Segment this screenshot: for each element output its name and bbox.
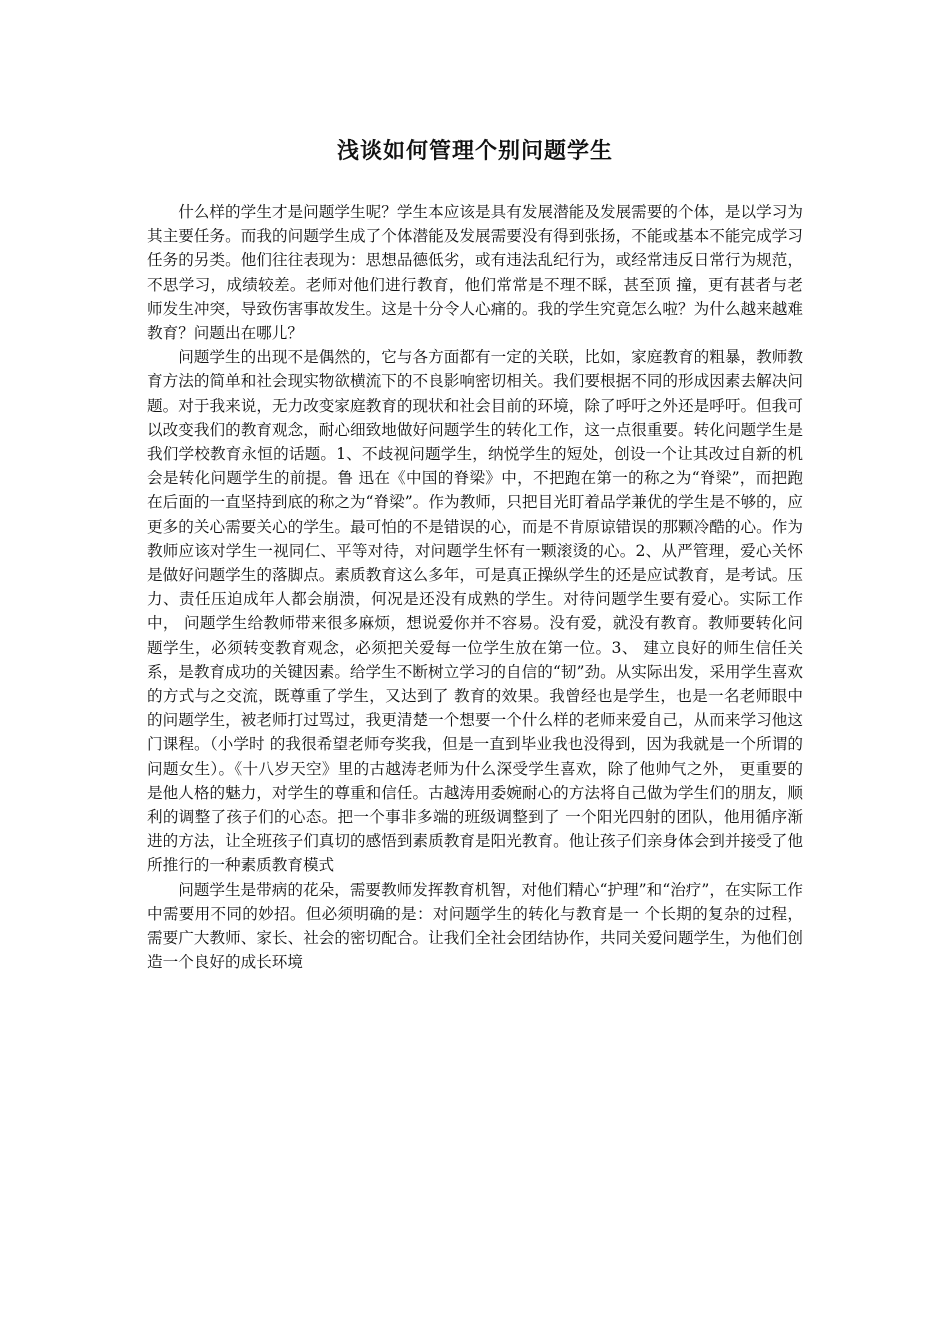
document-title: 浅谈如何管理个别问题学生: [336, 139, 613, 164]
paragraph-3: 问题学生是带病的花朵，需要教师发挥教育机智，对他们精心“护理”和“治疗”，在实际工作中需要用不同的妙招。但必须明确的是：对问题学生的转化与教育是一 个长期的复杂的过程，需要广大教师、家长、社会的密切配合。让我们全社会团结协作，共同关爱问题学生，为他们创造一个良好的成长环境: [147, 880, 803, 972]
paragraph-1: 什么样的学生才是问题学生呢？学生本应该是具有发展潜能及发展需要的个体，是以学习为其主要任务。而我的问题学生成了个体潜能及发展需要没有得到张扬，不能或基本不能完成学习任务的另类。他们往往表现为：思想品德低劣，或有违法乱纪行为，或经常违反日常行为规范，不思学习，成绩较差。老师对他们进行教育，他们常常是不理不睬，甚至顶 撞，更有甚者与老师发生冲突，导致伤害事故发生。这是十分令人心痛的。我的学生究竟怎么啦？为什么越来越难教育？问题出在哪儿？: [147, 203, 803, 343]
document-body: [147, 200, 803, 975]
paragraph-2: 问题学生的出现不是偶然的，它与各方面都有一定的关联，比如，家庭教育的粗暴，教师教育方法的简单和社会现实物欲横流下的不良影响密切相关。我们要根据不同的形成因素去解决问题。对于我来说，无力改变家庭教育的现状和社会目前的环境，除了呼吁之外还是呼吁。但我可以改变我们的教育观念，耐心细致地做好问题学生的转化工作，这一点很重要。转化问题学生是我们学校教育永恒的话题。1、不歧视问题学生，纳悦学生的短处，创设一个让其改过自新的机会是转化问题学生的前提。鲁 迅在《中国的脊梁》中，不把跑在第一的称之为“脊梁”，而把跑在后面的一直坚持到底的称之为“脊梁”。作为教师，只把目光盯着品学兼优的学生是不够的，应 更多的关心需要关心的学生。最可怕的不是错误的心，而是不肯原谅错误的那颗冷酷的心。作为教师应该对学生一视同仁、平等对待，对问题学生怀有一颗滚烫的心。2、从严管理，爱心关怀是做好问题学生的落脚点。素质教育这么多年，可是真正操纵学生的还是应试教育，是考试。压力、责任压迫成年人都会崩溃，何况是还没有成熟的学生。对待问题学生要有爱心。实际工作中， 问题学生给教师带来很多麻烦，想说爱你并不容易。没有爱，就没有教育。教师要转化问题学生，必须转变教育观念，必须把关爱每一位学生放在第一位。3、 建立良好的师生信任关系，是教育成功的关键因素。给学生不断树立学习的自信的“韧”劲。从实际出发，采用学生喜欢的方式与之交流，既尊重了学生，又达到了 教育的效果。我曾经也是学生，也是一名老师眼中的问题学生，被老师打过骂过，我更清楚一个想要一个什么样的老师来爱自己，从而来学习他这门课程。（小学时 的我很希望老师夸奖我，但是一直到毕业我也没得到，因为我就是一个所谓的问题女生）。《十八岁天空》里的古越涛老师为什么深受学生喜欢，除了他帅气之外， 更重要的是他人格的魅力，对学生的尊重和信任。古越涛用委婉耐心的方法将自己做为学生们的朋友，顺利的调整了孩子们的心态。把一个事非多端的班级调整到了 一个阳光四射的团队，他用循序渐进的方法，让全班孩子们真切的感悟到素质教育是阳光教育。他让孩子们亲身体会到并接受了他所推行的一种素质教育模式: [147, 348, 803, 875]
